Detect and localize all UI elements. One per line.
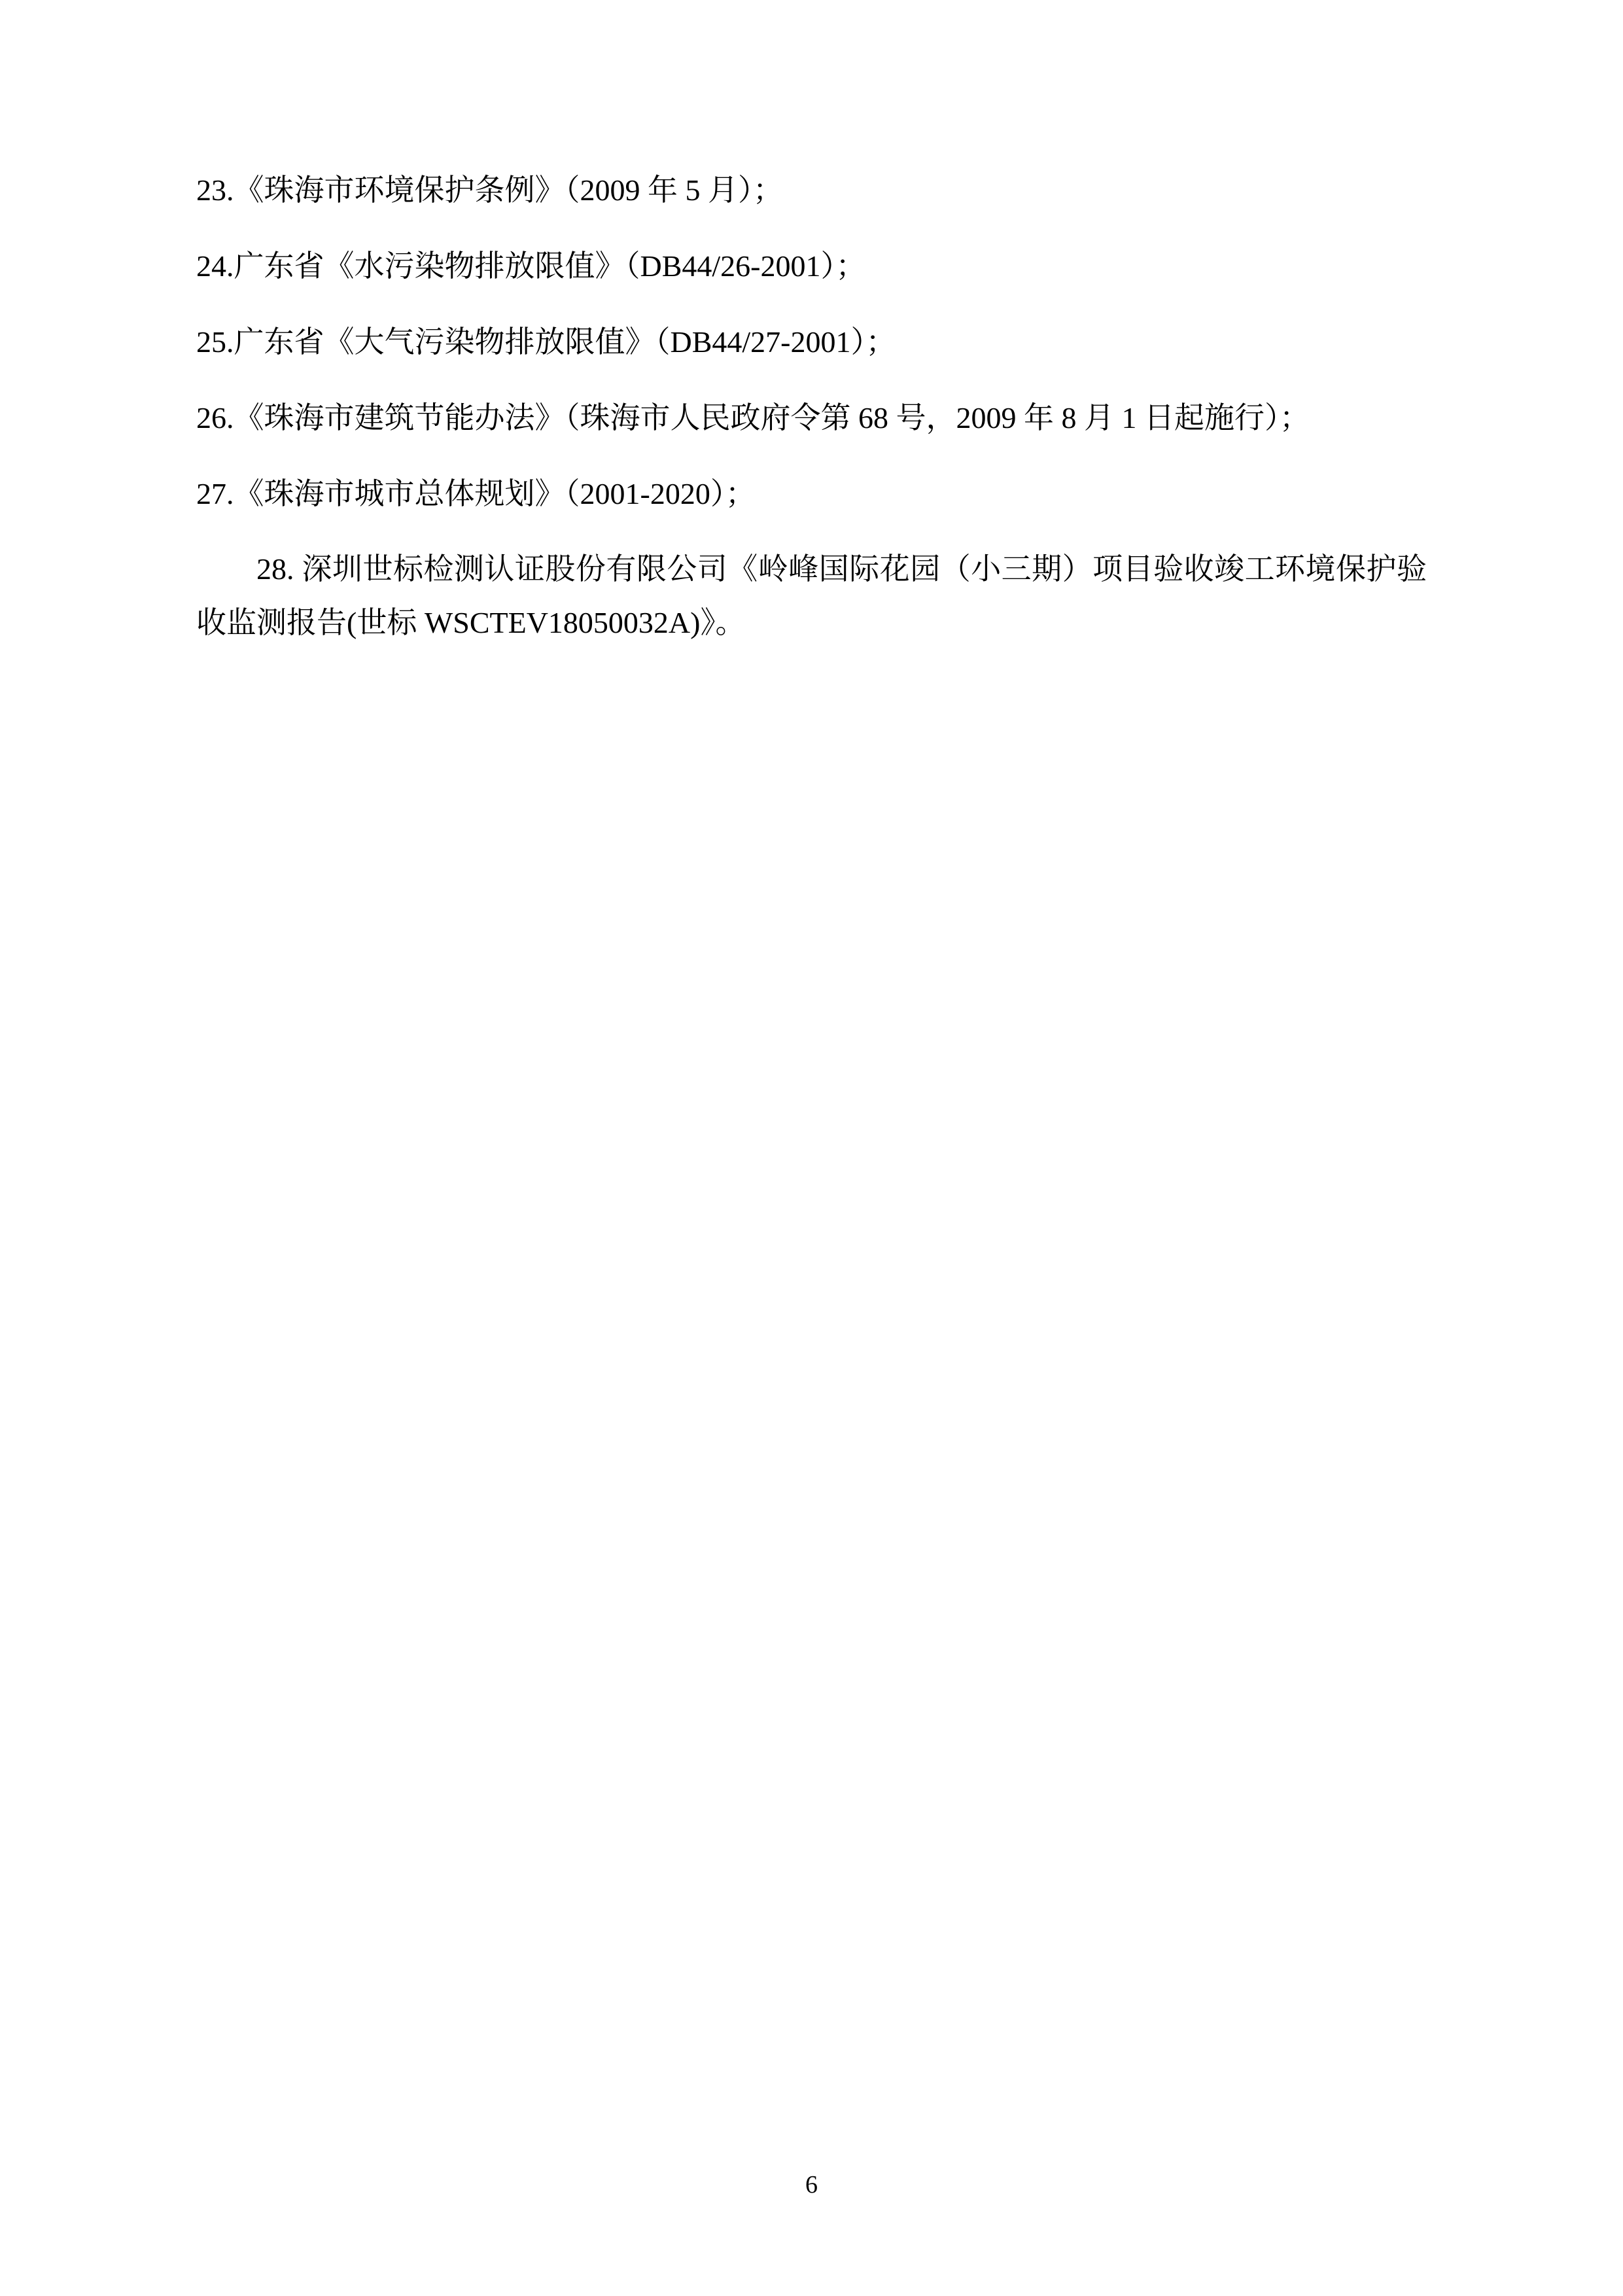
list-item: 27.《珠海市城市总体规划》（2001-2020）； — [196, 476, 756, 510]
list-item: 24.广东省《水污染物排放限值》（DB44/26-2001）； — [196, 249, 866, 283]
list-item: 23.《珠海市环境保护条例》（2009 年 5 月）； — [196, 173, 783, 207]
page-number: 6 — [805, 2171, 818, 2199]
document-body — [196, 164, 1427, 650]
list-item: 28. 深圳世标检测认证股份有限公司《岭峰国际花园（小三期）项目验收竣工环境保护验收监测报告(世标 WSCTEV18050032A)》。 — [196, 552, 1427, 640]
list-item: 25.广东省《大气污染物排放限值》（DB44/27-2001）； — [196, 325, 896, 359]
list-item: 26.《珠海市建筑节能办法》（珠海市人民政府令第 68 号，2009 年 8 月 1 日起施行）； — [196, 400, 1310, 434]
